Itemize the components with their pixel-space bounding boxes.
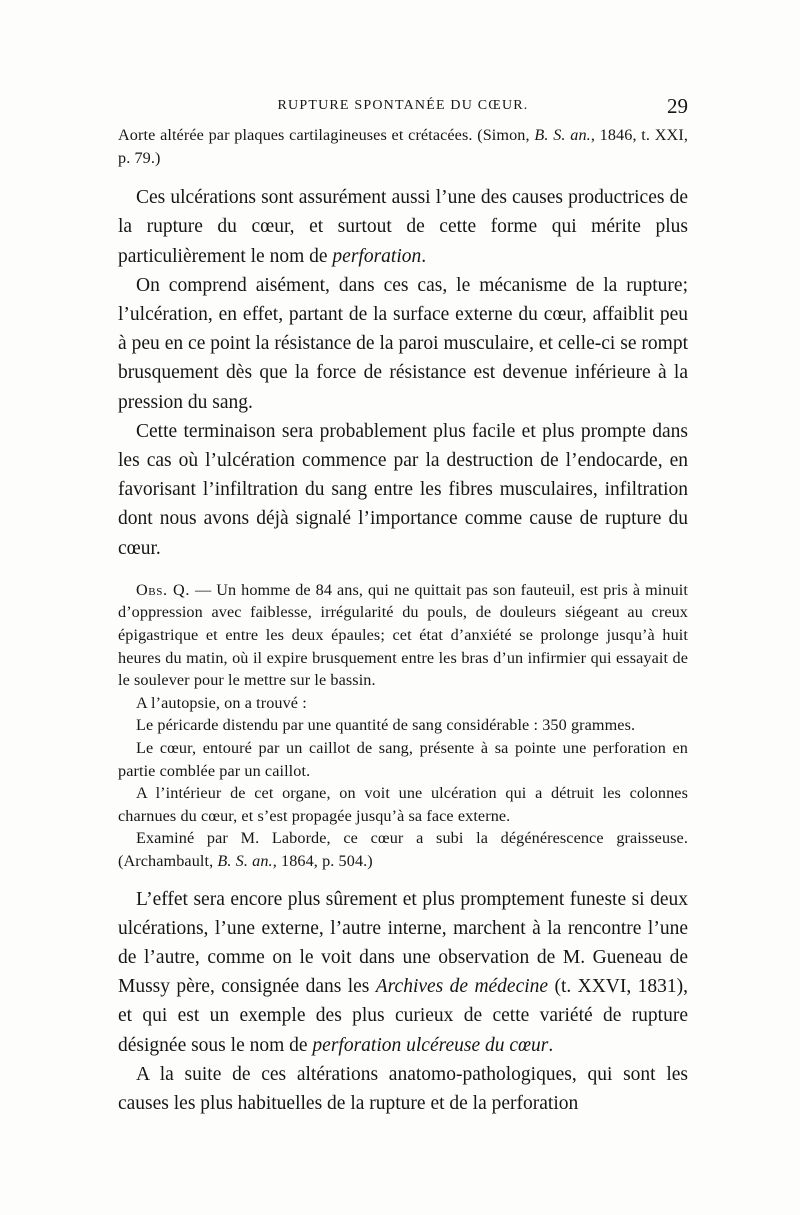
page-header <box>118 94 688 120</box>
paragraph-double-ulceration: L’effet sera encore plus sûrement et plus promptement funeste si deux ulcérations, l’une externe, l’autre interne, marchent à la rencontre l’une de l’autre, comme on le voit dans une observation de M. Gueneau de Mussy père, consignée dans les Archives de médecine (t. XXVI, 1831), et qui est un exemple des plus curieux de cette variété de rupture désignée sous le nom de perforation ulcéreuse du cœur. <box>118 888 688 1056</box>
observation-block <box>118 579 688 873</box>
journal-citation: B. S. an. <box>534 126 591 144</box>
paragraph-ulcerations: Ces ulcérations sont assurément aussi l’une des causes productrices de la rupture du cœur, et surtout de cette forme qui mérite plus particulièrement le nom de perforation. <box>118 187 688 267</box>
paragraph-termination: Cette terminaison sera probablement plus facile et plus prompte dans les cas où l’ulcération commence par la destruction de l’endocarde, en favorisant l’infiltration du sang entre les fibres musculaires, infiltration dont nous avons déjà signalé l’importance comme cause de rupture du cœur. <box>118 420 688 559</box>
paragraph-conclusion: A la suite de ces altérations anatomo-pathologiques, qui sont les causes les plus habituelles de la rupture et de la perforation <box>118 1063 688 1114</box>
observation-case: Obs. Q. — Un homme de 84 ans, qui ne quittait pas son fauteuil, est pris à minuit d’oppression avec faiblesse, irrégularité du pouls, de douleurs siégeant au creux épigastrique et entre les deux épaules; cet état d’anxiété se prolonge jusqu’à huit heures du matin, où il expire brusquement entre les bras d’un infirmier qui essayait de le soulever pour le mettre sur le bassin. <box>118 580 688 690</box>
observation-label: Obs. Q. <box>136 580 190 599</box>
page-number: 29 <box>667 94 688 118</box>
observation-autopsy: A l’autopsie, on a trouvé : <box>136 693 307 712</box>
journal-title: Archives de médecine <box>375 976 549 998</box>
paragraph-mechanism: On comprend aisément, dans ces cas, le mécanisme de la rupture; l’ulcération, en effet, partant de la surface externe du cœur, affaiblit peu à peu en ce point la résistance de la paroi musculaire, et celle-ci se rompt brusquement dès que la force de résistance est devenue inférieure à la pression du sang. <box>118 274 688 413</box>
observation-finding-pericarde: Le péricarde distendu par une quantité de sang considérable : 350 grammes. <box>136 716 636 735</box>
term-perforation: perforation <box>332 245 422 267</box>
observation-finding-interieur: A l’intérieur de cet organe, on voit une ulcération qui a détruit les colonnes charnues du cœur, et s’est propagée jusqu’à sa face externe. <box>118 784 688 825</box>
observation-examination: Examiné par M. Laborde, ce cœur a subi la dégénérescence graisseuse. (Archambault, B. S. an., 1864, p. 504.) <box>118 829 688 870</box>
observation-finding-coeur: Le cœur, entouré par un caillot de sang, présente à sa pointe une perforation en partie comblée par un caillot. <box>118 738 688 780</box>
running-title: RUPTURE SPONTANÉE DU CŒUR. <box>277 98 529 113</box>
reference-note: Aorte altérée par plaques cartilagineuses et crétacées. (Simon, B. S. an., 1846, t. XXI, p. 79.) <box>118 126 688 167</box>
page-body <box>118 124 688 1118</box>
journal-citation: B. S. an. <box>217 851 273 870</box>
term-perforation-ulcereuse: perforation ulcéreuse du cœur <box>312 1034 549 1056</box>
